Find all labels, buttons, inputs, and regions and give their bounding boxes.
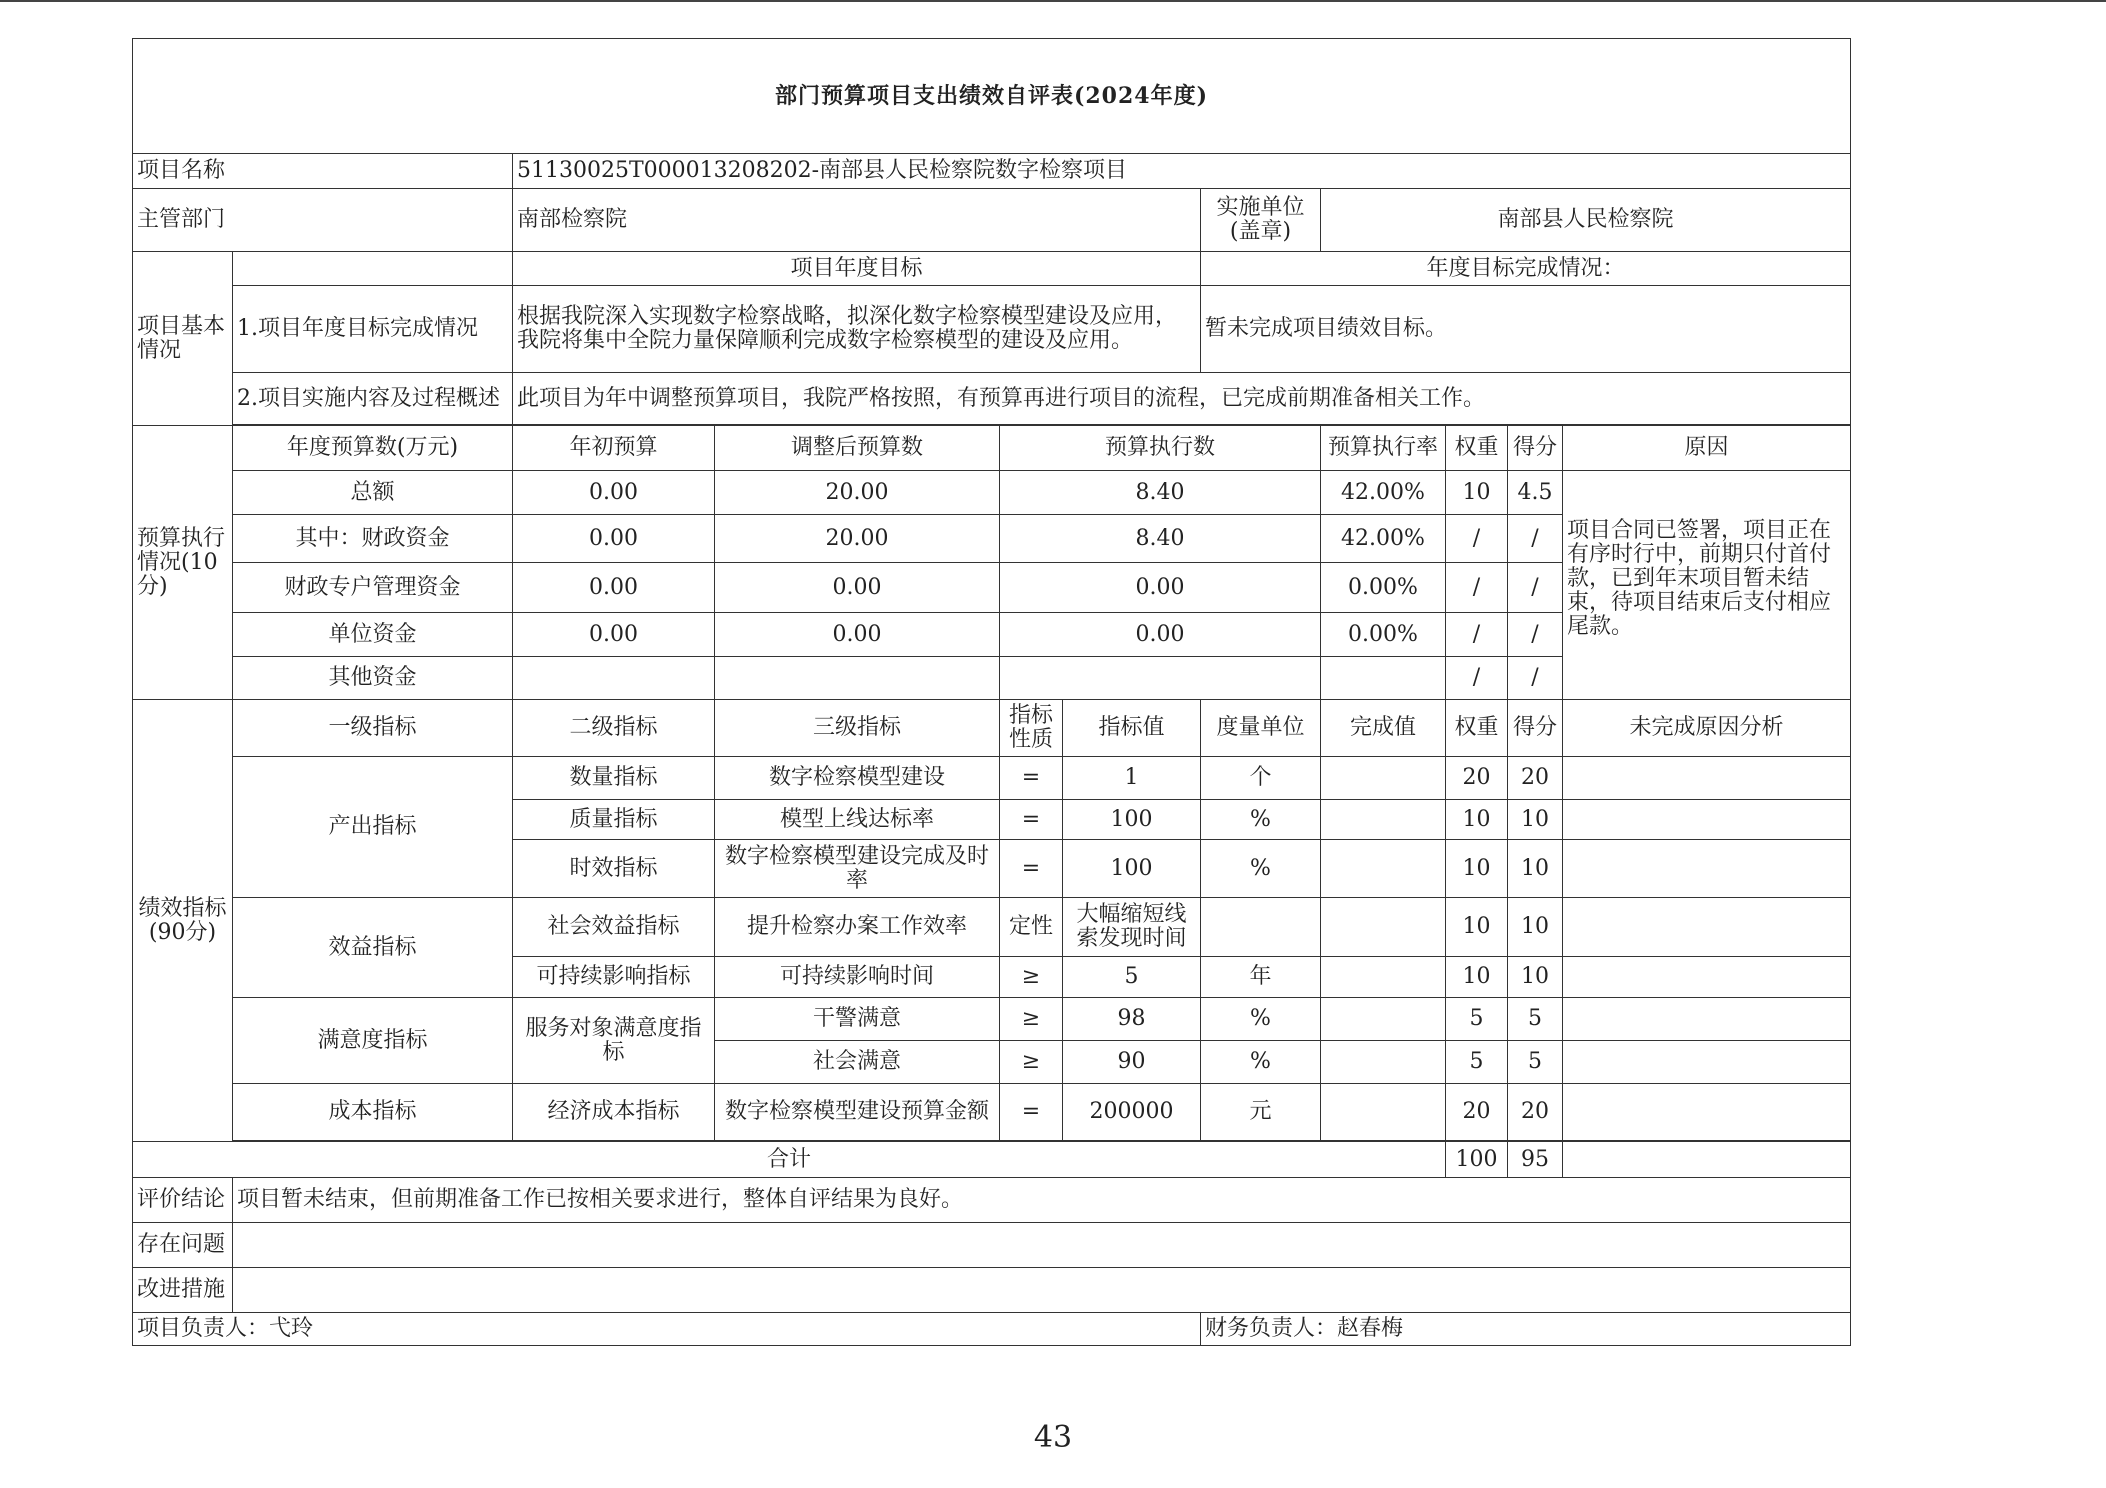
budget-executed: 8.40	[1000, 515, 1321, 563]
finance-manager: 财务负责人：赵春梅	[1201, 1313, 1851, 1346]
reason-analysis	[1563, 800, 1851, 840]
perf-header: 指标值	[1063, 700, 1201, 757]
nature: =	[1000, 840, 1063, 898]
budget-rate: 42.00%	[1321, 515, 1446, 563]
page-number: 43	[1033, 1420, 1073, 1455]
budget-score: /	[1508, 563, 1563, 613]
budget-executed: 0.00	[1000, 563, 1321, 613]
done-value	[1321, 898, 1446, 957]
budget-rate: 0.00%	[1321, 563, 1446, 613]
item2-label: 2.项目实施内容及过程概述	[233, 373, 513, 425]
weight: 10	[1446, 840, 1508, 898]
level3: 干警满意	[715, 998, 1000, 1041]
item1-status: 暂未完成项目绩效目标。	[1201, 286, 1851, 373]
nature: =	[1000, 757, 1063, 800]
total-score: 95	[1508, 1142, 1563, 1178]
budget-initial	[513, 657, 715, 700]
dept-label: 主管部门	[133, 189, 513, 252]
perf-header: 完成值	[1321, 700, 1446, 757]
budget-reason: 项目合同已签署，项目正在有序时行中，前期只付首付款，已到年末项目暂未结束，待项目结束后支付相应尾款。	[1563, 471, 1851, 700]
score: 20	[1508, 1084, 1563, 1141]
basic-info-label: 项目基本情况	[133, 252, 233, 426]
weight: 20	[1446, 757, 1508, 800]
total-label: 合计	[133, 1142, 1446, 1178]
target-value: 200000	[1063, 1084, 1201, 1141]
nature: ≥	[1000, 998, 1063, 1041]
reason-analysis	[1563, 957, 1851, 998]
budget-header: 年度预算数(万元)	[233, 426, 513, 471]
budget-adjusted: 20.00	[715, 515, 1000, 563]
budget-weight: /	[1446, 657, 1508, 700]
level3: 社会满意	[715, 1041, 1000, 1084]
total-reason	[1563, 1142, 1851, 1178]
score: 10	[1508, 800, 1563, 840]
nature: ≥	[1000, 957, 1063, 998]
target-value: 1	[1063, 757, 1201, 800]
perf-header: 二级指标	[513, 700, 715, 757]
nature: ≥	[1000, 1041, 1063, 1084]
conclusion-value: 项目暂未结束，但前期准备工作已按相关要求进行，整体自评结果为良好。	[233, 1178, 1851, 1223]
unit-value: 南部县人民检察院	[1321, 189, 1851, 252]
done-value	[1321, 757, 1446, 800]
unit: %	[1201, 998, 1321, 1041]
perf-label: 绩效指标(90分)	[133, 700, 233, 1142]
weight: 10	[1446, 800, 1508, 840]
done-value	[1321, 1041, 1446, 1084]
budget-weight: 10	[1446, 471, 1508, 515]
score: 20	[1508, 757, 1563, 800]
budget-initial: 0.00	[513, 563, 715, 613]
level3: 模型上线达标率	[715, 800, 1000, 840]
level2: 可持续影响指标	[513, 957, 715, 998]
problems-label: 存在问题	[133, 1223, 233, 1268]
done-value	[1321, 800, 1446, 840]
perf-header: 指标性质	[1000, 700, 1063, 757]
budget-score: /	[1508, 657, 1563, 700]
budget-row-name: 其中：财政资金	[233, 515, 513, 563]
measures-value	[233, 1268, 1851, 1313]
budget-score: /	[1508, 613, 1563, 657]
budget-weight: /	[1446, 563, 1508, 613]
project-name-value: 51130025T000013208202-南部县人民检察院数字检察项目	[513, 154, 1851, 189]
done-value	[1321, 840, 1446, 898]
level2: 服务对象满意度指标	[513, 998, 715, 1084]
budget-row-name: 单位资金	[233, 613, 513, 657]
unit: 个	[1201, 757, 1321, 800]
budget-executed: 0.00	[1000, 613, 1321, 657]
level2: 质量指标	[513, 800, 715, 840]
perf-header: 权重	[1446, 700, 1508, 757]
budget-initial: 0.00	[513, 515, 715, 563]
unit-label: 实施单位 (盖章)	[1201, 189, 1321, 252]
level3: 数字检察模型建设预算金额	[715, 1084, 1000, 1141]
budget-weight: /	[1446, 613, 1508, 657]
item1-goal: 根据我院深入实现数字检察战略，拟深化数字检察模型建设及应用，我院将集中全院力量保障顺利完成数字检察模型的建设及应用。	[513, 286, 1201, 373]
budget-score: 4.5	[1508, 471, 1563, 515]
budget-score: /	[1508, 515, 1563, 563]
item1-label: 1.项目年度目标完成情况	[233, 286, 513, 373]
reason-analysis	[1563, 1041, 1851, 1084]
unit: 元	[1201, 1084, 1321, 1141]
perf-header: 一级指标	[233, 700, 513, 757]
budget-header: 预算执行数	[1000, 426, 1321, 471]
target-value: 大幅缩短线索发现时间	[1063, 898, 1201, 957]
budget-adjusted: 0.00	[715, 613, 1000, 657]
problems-value	[233, 1223, 1851, 1268]
nature: =	[1000, 1084, 1063, 1141]
level2: 时效指标	[513, 840, 715, 898]
budget-adjusted	[715, 657, 1000, 700]
page-top-border	[0, 0, 2106, 2]
unit: %	[1201, 1041, 1321, 1084]
budget-adjusted: 0.00	[715, 563, 1000, 613]
reason-analysis	[1563, 1084, 1851, 1141]
reason-analysis	[1563, 998, 1851, 1041]
reason-analysis	[1563, 757, 1851, 800]
target-value: 90	[1063, 1041, 1201, 1084]
measures-label: 改进措施	[133, 1268, 233, 1313]
score: 10	[1508, 898, 1563, 957]
budget-weight: /	[1446, 515, 1508, 563]
item2-value: 此项目为年中调整预算项目，我院严格按照，有预算再进行项目的流程，已完成前期准备相关工作。	[513, 373, 1851, 425]
target-value: 100	[1063, 800, 1201, 840]
unit	[1201, 898, 1321, 957]
level3: 数字检察模型建设完成及时率	[715, 840, 1000, 898]
level1-output: 产出指标	[233, 757, 513, 898]
budget-header: 原因	[1563, 426, 1851, 471]
reason-analysis	[1563, 840, 1851, 898]
budget-header: 得分	[1508, 426, 1563, 471]
level1-benefit: 效益指标	[233, 898, 513, 998]
performance-evaluation-table	[132, 38, 1851, 1346]
project-name-label: 项目名称	[133, 154, 513, 189]
level2: 社会效益指标	[513, 898, 715, 957]
score: 5	[1508, 998, 1563, 1041]
unit: 年	[1201, 957, 1321, 998]
completion-header: 年度目标完成情况：	[1201, 252, 1851, 286]
unit: %	[1201, 840, 1321, 898]
total-weight: 100	[1446, 1142, 1508, 1178]
goal-header: 项目年度目标	[513, 252, 1201, 286]
nature: =	[1000, 800, 1063, 840]
level2: 数量指标	[513, 757, 715, 800]
perf-header: 未完成原因分析	[1563, 700, 1851, 757]
perf-header: 度量单位	[1201, 700, 1321, 757]
budget-rate: 42.00%	[1321, 471, 1446, 515]
budget-executed: 8.40	[1000, 471, 1321, 515]
budget-adjusted: 20.00	[715, 471, 1000, 515]
weight: 10	[1446, 898, 1508, 957]
budget-rate	[1321, 657, 1446, 700]
target-value: 5	[1063, 957, 1201, 998]
score: 10	[1508, 957, 1563, 998]
budget-rate: 0.00%	[1321, 613, 1446, 657]
budget-row-name: 财政专户管理资金	[233, 563, 513, 613]
score: 10	[1508, 840, 1563, 898]
nature: 定性	[1000, 898, 1063, 957]
page-title: 部门预算项目支出绩效自评表(2024年度)	[133, 39, 1851, 154]
budget-header: 年初预算	[513, 426, 715, 471]
project-manager: 项目负责人：弋玲	[133, 1313, 1201, 1346]
weight: 10	[1446, 957, 1508, 998]
budget-header: 权重	[1446, 426, 1508, 471]
budget-header: 调整后预算数	[715, 426, 1000, 471]
reason-analysis	[1563, 898, 1851, 957]
score: 5	[1508, 1041, 1563, 1084]
done-value	[1321, 998, 1446, 1041]
budget-row-name: 总额	[233, 471, 513, 515]
target-value: 100	[1063, 840, 1201, 898]
done-value	[1321, 957, 1446, 998]
budget-row-name: 其他资金	[233, 657, 513, 700]
basic-blank-cell	[233, 252, 513, 286]
level3: 提升检察办案工作效率	[715, 898, 1000, 957]
budget-header: 预算执行率	[1321, 426, 1446, 471]
dept-value: 南部检察院	[513, 189, 1201, 252]
level3: 数字检察模型建设	[715, 757, 1000, 800]
done-value	[1321, 1084, 1446, 1141]
level1-satisfaction: 满意度指标	[233, 998, 513, 1084]
weight: 20	[1446, 1084, 1508, 1141]
level2: 经济成本指标	[513, 1084, 715, 1141]
unit: %	[1201, 800, 1321, 840]
weight: 5	[1446, 1041, 1508, 1084]
weight: 5	[1446, 998, 1508, 1041]
perf-header: 得分	[1508, 700, 1563, 757]
level1-cost: 成本指标	[233, 1084, 513, 1141]
budget-initial: 0.00	[513, 613, 715, 657]
level3: 可持续影响时间	[715, 957, 1000, 998]
budget-initial: 0.00	[513, 471, 715, 515]
perf-header: 三级指标	[715, 700, 1000, 757]
conclusion-label: 评价结论	[133, 1178, 233, 1223]
budget-executed	[1000, 657, 1321, 700]
target-value: 98	[1063, 998, 1201, 1041]
budget-label: 预算执行情况(10分)	[133, 426, 233, 700]
